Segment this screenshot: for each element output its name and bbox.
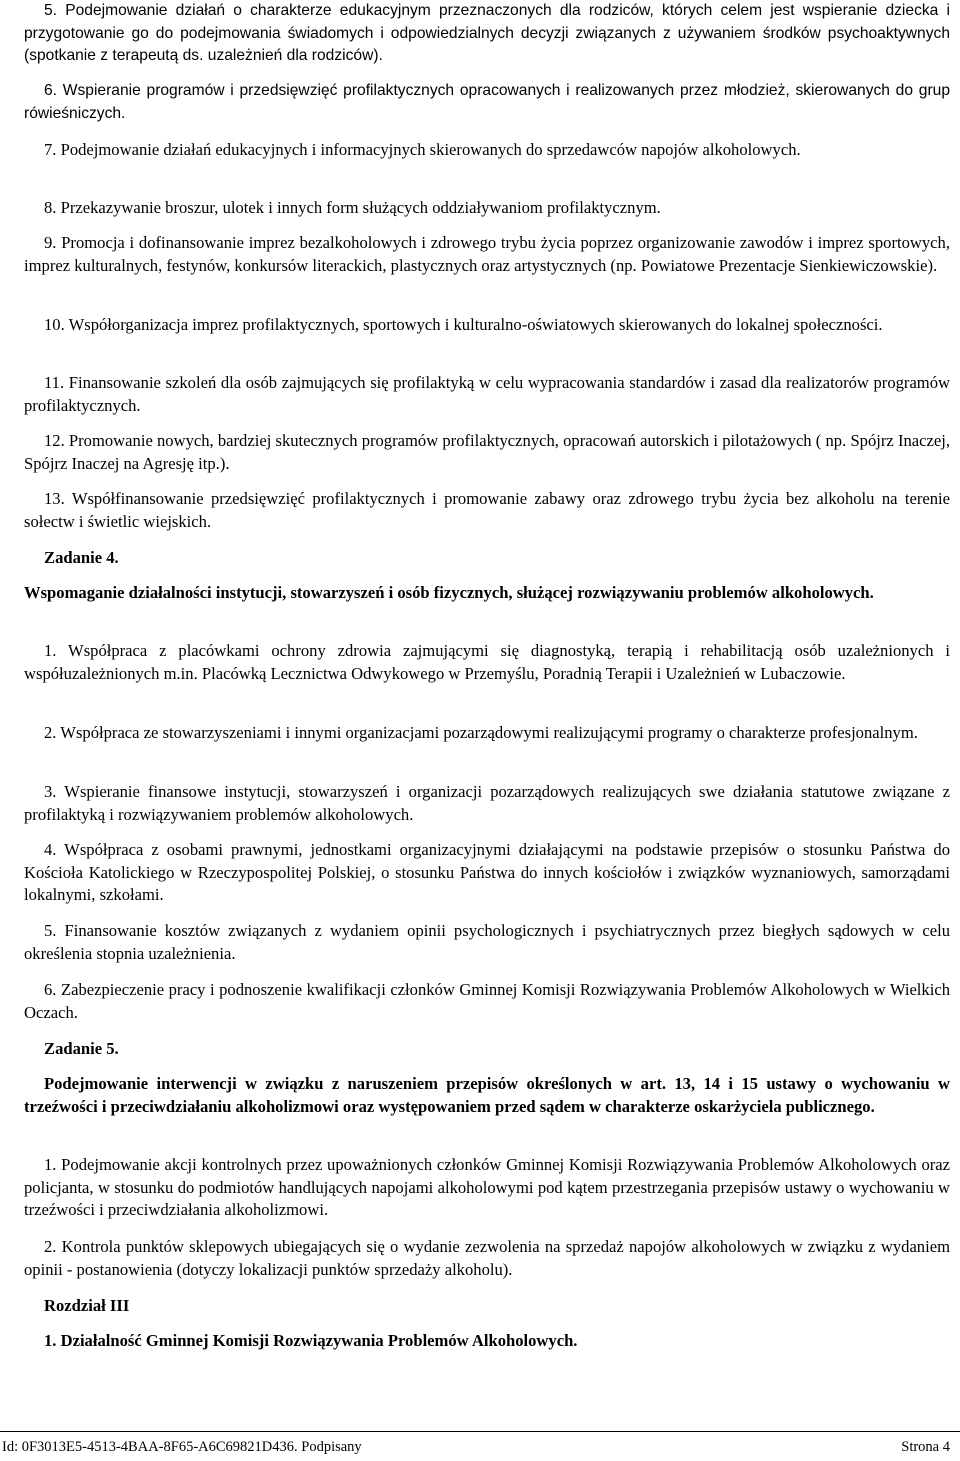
paragraph-12: 12. Promowanie nowych, bardziej skutecznych programów profilaktycznych, opracowań autorskich i pilotażowych ( np. Spójrz Inaczej, Spójrz Inaczej na Agresję itp.). bbox=[24, 431, 950, 473]
paragraph-9: 9. Promocja i dofinansowanie imprez bezalkoholowych i zdrowego trybu życia poprzez organizowanie zawodów i imprez sportowych, imprez kulturalnych, festynów, konkursów literackich, plastycznych oraz artystycznych (np. Powiatowe Prezentacje Sienkiewiczowskie). bbox=[24, 233, 950, 275]
paragraph-8: 8. Przekazywanie broszur, ulotek i innych form służących oddziaływaniom profilaktycznym. bbox=[44, 198, 661, 217]
page-number: Strona 4 bbox=[901, 1439, 950, 1455]
paragraph-11: 11. Finansowanie szkoleń dla osób zajmujących się profilaktyką w celu wypracowania standardów i zasad dla realizatorów programów profilaktycznych. bbox=[24, 373, 950, 415]
zadanie-5-title: Podejmowanie interwencji w związku z naruszeniem przepisów określonych w art. 13, 14 i 15 ustawy o wychowaniu w trzeźwości i przeciwdziałaniu alkoholizmowi oraz występowaniem przed sądem w charakterze oskarżyciela publicznego. bbox=[24, 1074, 950, 1116]
zadanie-4-item-3: 3. Wspieranie finansowe instytucji, stowarzyszeń i organizacji pozarządowych realizujących swe działania statutowe związane z profilaktyką i rozwiązywaniem problemów alkoholowych. bbox=[24, 782, 950, 824]
zadanie-4-item-6: 6. Zabezpieczenie pracy i podnoszenie kwalifikacji członków Gminnej Komisji Rozwiązywania Problemów Alkoholowych w Wielkich Oczach. bbox=[24, 980, 950, 1022]
zadanie-4-item-2: 2. Współpraca ze stowarzyszeniami i innymi organizacjami pozarządowymi realizującymi programy o charakterze profesjonalnym. bbox=[44, 723, 918, 742]
zadanie-5-item-2: 2. Kontrola punktów sklepowych ubiegających się o wydanie zezwolenia na sprzedaż napojów alkoholowych w związku z wydaniem opinii - postanowienia (dotyczy lokalizacji punktów sprzedaży alkoholu). bbox=[24, 1237, 950, 1279]
paragraph-5: 5. Podejmowanie działań o charakterze edukacyjnym przeznaczonych dla rodziców, których celem jest wspieranie dziecka i przygotowanie go do podejmowania świadomych i odpowiedzialnych decyzji związanych z używaniem środków psychoaktywnych (spotkanie z terapeutą ds. uzależnień dla rodziców). bbox=[24, 2, 950, 64]
paragraph-13: 13. Współfinansowanie przedsięwzięć profilaktycznych i promowanie zabawy oraz zdrowego trybu życia bez alkoholu na terenie sołectw i świetlic wiejskich. bbox=[24, 489, 950, 531]
document-id: Id: 0F3013E5-4513-4BAA-8F65-A6C69821D436. Podpisany bbox=[2, 1439, 362, 1455]
zadanie-4-item-1: 1. Współpraca z placówkami ochrony zdrowia zajmującymi się diagnostyką, terapią i rehabilitacją osób uzależnionych i współuzależnionych m.in. Placówką Lecznictwa Odwykowego w Przemyślu, Poradnią Terapii i Uzależnień w Lubaczowie. bbox=[24, 641, 950, 683]
zadanie-4-title: Wspomaganie działalności instytucji, stowarzyszeń i osób fizycznych, służącej rozwiązywaniu problemów alkoholowych. bbox=[24, 583, 874, 602]
rozdzial-item-1: 1. Działalność Gminnej Komisji Rozwiązywania Problemów Alkoholowych. bbox=[44, 1331, 578, 1350]
paragraph-10: 10. Współorganizacja imprez profilaktycznych, sportowych i kulturalno-oświatowych skierowanych do lokalnej społeczności. bbox=[44, 315, 883, 334]
rozdzial-heading: Rozdział III bbox=[44, 1296, 130, 1315]
zadanie-5-heading: Zadanie 5. bbox=[44, 1039, 119, 1058]
zadanie-5-item-1: 1. Podejmowanie akcji kontrolnych przez upoważnionych członków Gminnej Komisji Rozwiązywania Problemów Alkoholowych oraz policjanta, w stosunku do podmiotów handlujących napojami alkoholowymi pod kątem przestrzegania przepisów ustawy o wychowaniu w trzeźwości i przeciwdziałania alkoholizmowi. bbox=[24, 1155, 950, 1219]
zadanie-4-item-5: 5. Finansowanie kosztów związanych z wydaniem opinii psychologicznych i psychiatrycznych przez biegłych sądowych w celu określenia stopnia uzależnienia. bbox=[24, 921, 950, 963]
zadanie-4-heading: Zadanie 4. bbox=[44, 548, 119, 567]
paragraph-6: 6. Wspieranie programów i przedsięwzięć profilaktycznych opracowanych i realizowanych przez młodzież, skierowanych do grup rówieśniczych. bbox=[24, 82, 950, 122]
footer-divider bbox=[0, 1431, 960, 1432]
zadanie-4-item-4: 4. Współpraca z osobami prawnymi, jednostkami organizacyjnymi działającymi na podstawie przepisów o stosunku Państwa do Kościoła Katolickiego w Rzeczypospolitej Polskiej, o stosunku Państwa do innych kościołów i związków wyznaniowych, samorządami lokalnymi, szkołami. bbox=[24, 840, 950, 904]
paragraph-7: 7. Podejmowanie działań edukacyjnych i informacyjnych skierowanych do sprzedawców napojów alkoholowych. bbox=[44, 140, 801, 159]
